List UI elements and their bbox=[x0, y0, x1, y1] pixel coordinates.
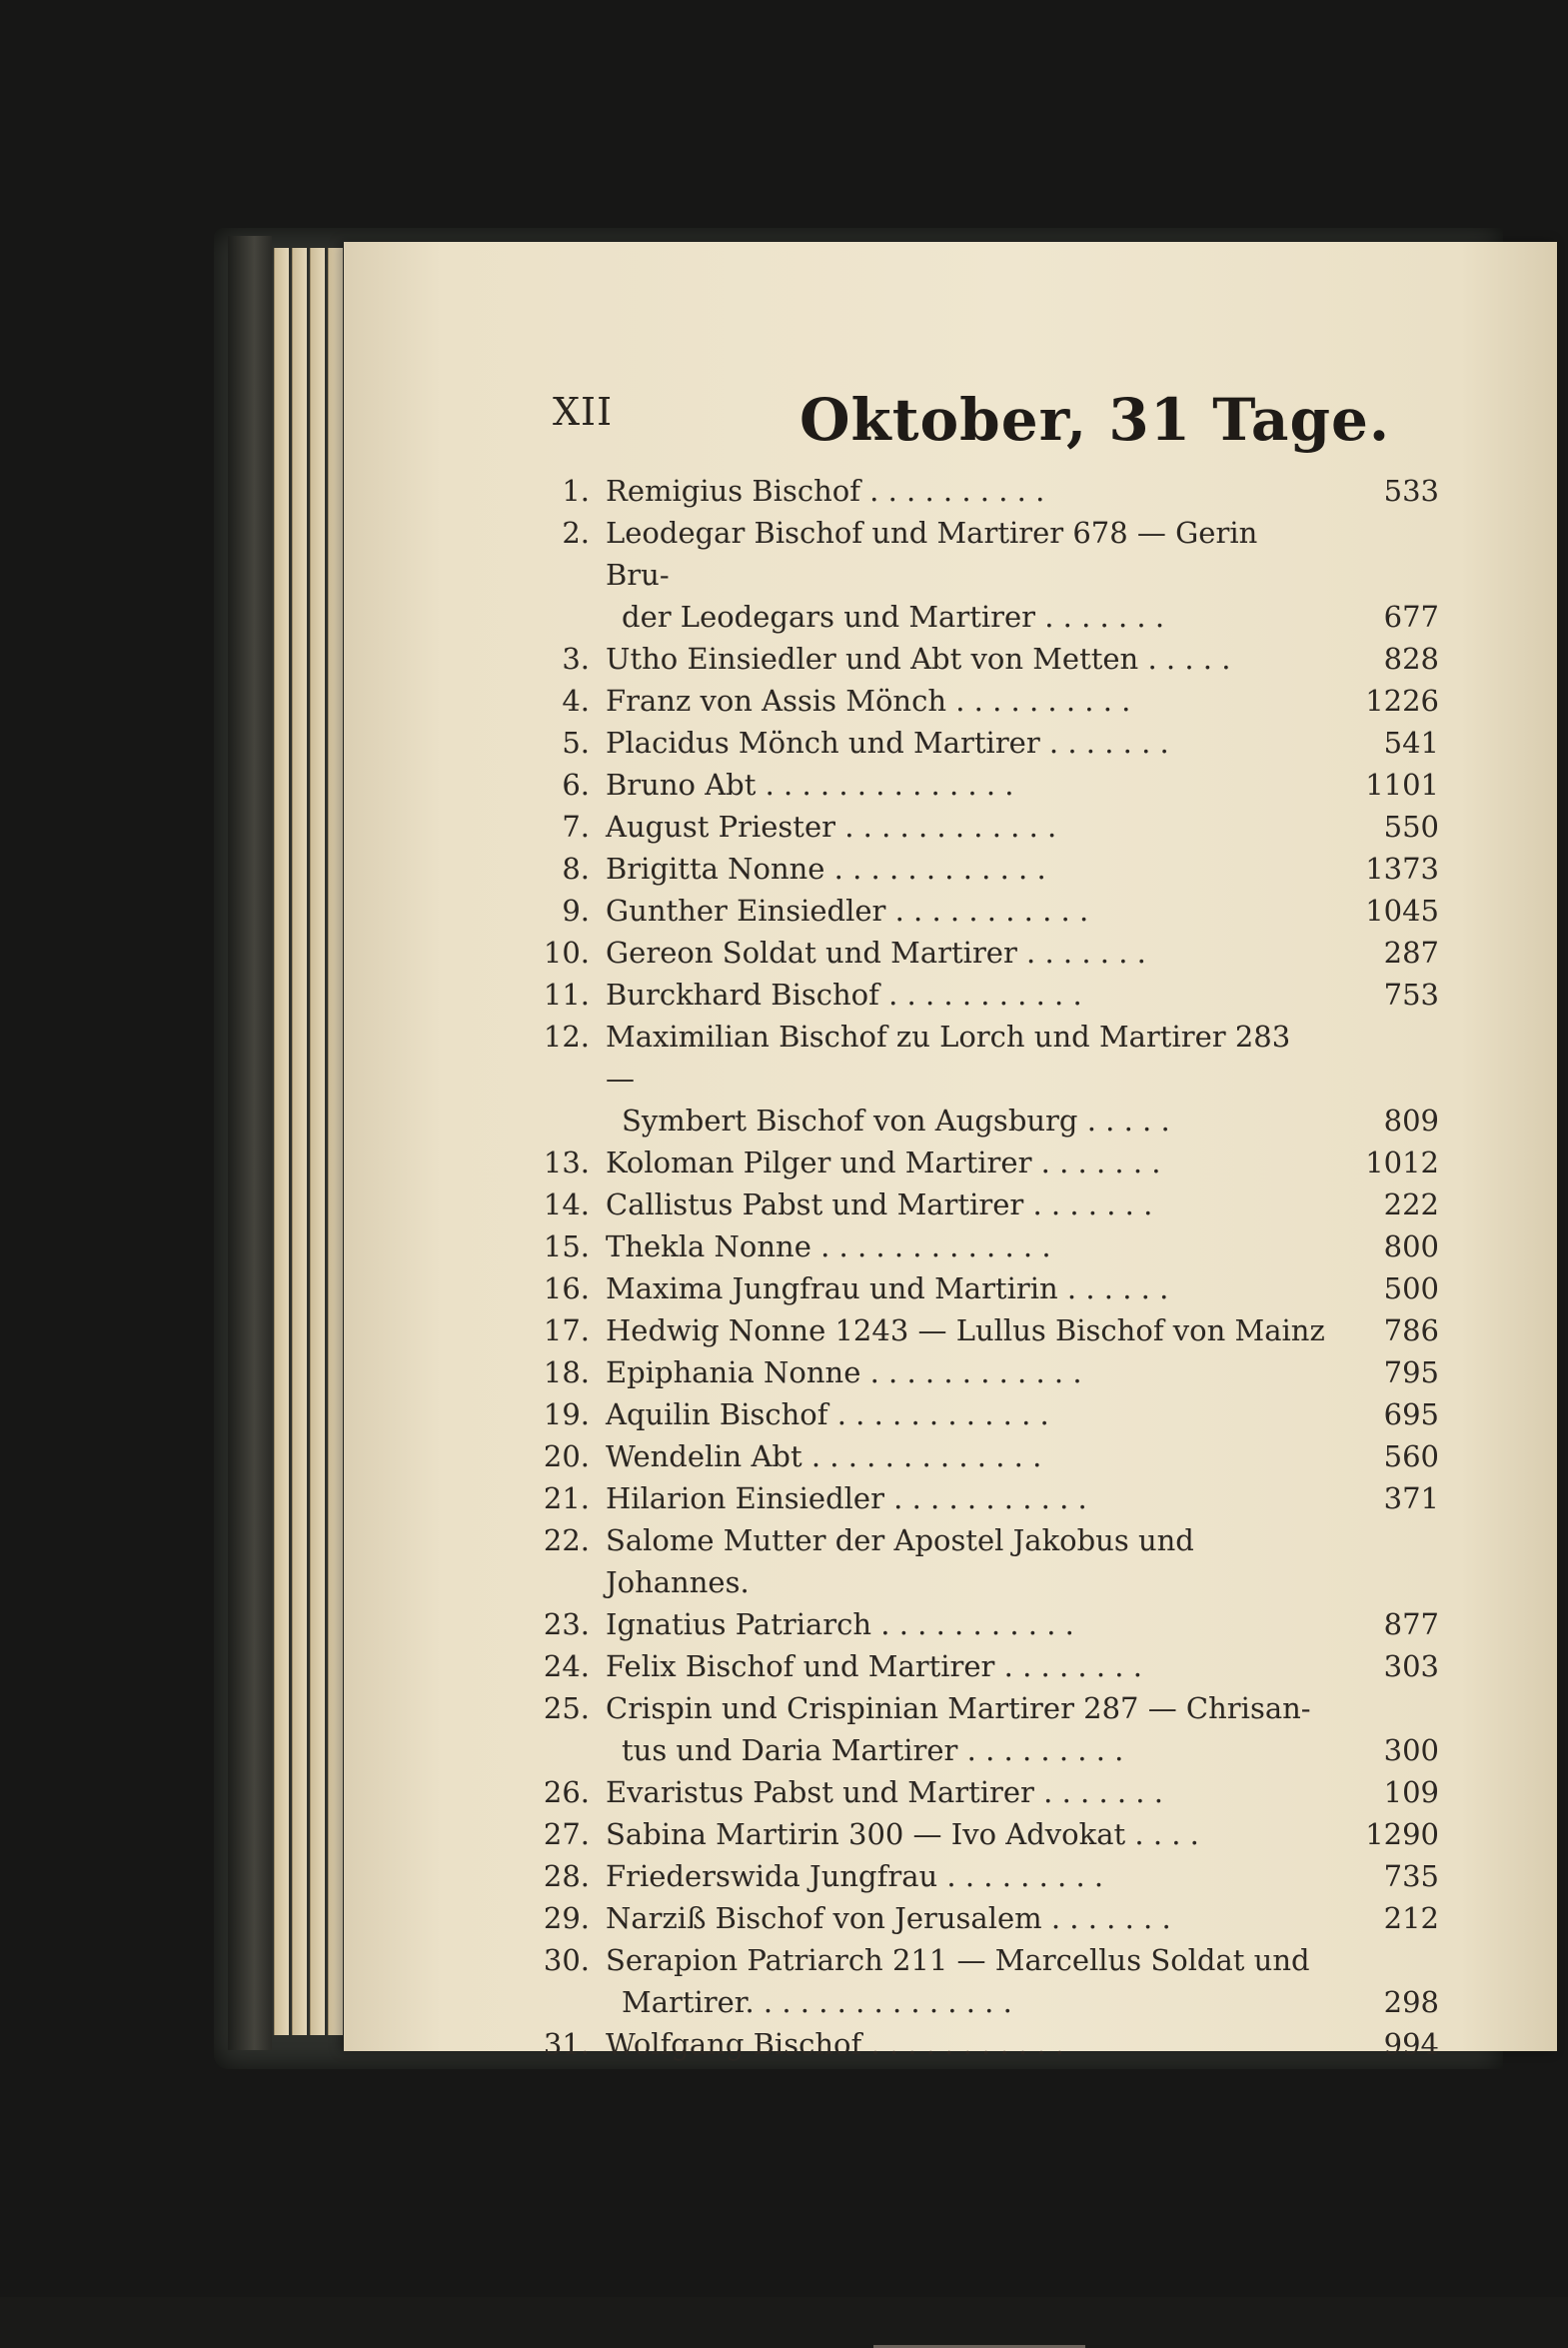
calendar-entry bbox=[530, 1897, 1439, 1939]
entry-day-number: 27. bbox=[543, 1817, 590, 1851]
entry-text: Bruno Abt . . . . . . . . . . . . . . bbox=[606, 768, 1014, 802]
calendar-entry bbox=[530, 848, 1439, 890]
calendar-entry bbox=[530, 1435, 1439, 1477]
entry-text: Gereon Soldat und Martirer . . . . . . . bbox=[606, 936, 1146, 970]
entry-day-number: 8. bbox=[562, 852, 590, 886]
entry-page-ref: 300 bbox=[1383, 1733, 1439, 1767]
entry-page-ref: 1012 bbox=[1365, 1146, 1439, 1179]
entry-day-number: 3. bbox=[562, 642, 590, 676]
entry-page-ref: 695 bbox=[1383, 1397, 1439, 1431]
calendar-entry bbox=[530, 1393, 1439, 1435]
entry-day-number: 10. bbox=[543, 936, 590, 970]
entry-text: Maxima Jungfrau und Martirin . . . . . . bbox=[606, 1271, 1169, 1305]
entry-page-ref: 1045 bbox=[1365, 894, 1439, 928]
entry-page-ref: 303 bbox=[1383, 1649, 1439, 1683]
calendar-entry bbox=[530, 1267, 1439, 1309]
entry-page-ref: 1226 bbox=[1365, 684, 1439, 718]
entry-text-continuation: Martirer. . . . . . . . . . . . . . . bbox=[622, 1985, 1012, 2019]
page-edge bbox=[310, 248, 325, 2035]
calendar-entry bbox=[530, 1519, 1439, 1603]
calendar-entry bbox=[530, 1142, 1439, 1183]
entry-day-number: 15. bbox=[543, 1229, 590, 1263]
entry-page-ref: 753 bbox=[1383, 978, 1439, 1012]
entry-page-ref: 828 bbox=[1383, 642, 1439, 676]
entry-day-number: 14. bbox=[543, 1187, 590, 1221]
entry-page-ref: 795 bbox=[1383, 1355, 1439, 1389]
entry-day-number: 29. bbox=[543, 1901, 590, 1935]
entry-text: Narziß Bischof von Jerusalem . . . . . . . bbox=[606, 1901, 1171, 1935]
calendar-entry bbox=[530, 806, 1439, 848]
calendar-entry bbox=[530, 1855, 1439, 1897]
calendar-entry bbox=[530, 1687, 1439, 1771]
entry-page-ref: 222 bbox=[1383, 1187, 1439, 1221]
entry-page-ref: 786 bbox=[1383, 1313, 1439, 1347]
entry-page-ref: 735 bbox=[1383, 1859, 1439, 1893]
entry-day-number: 19. bbox=[543, 1397, 590, 1431]
entry-text: Brigitta Nonne . . . . . . . . . . . . bbox=[606, 852, 1046, 886]
entry-day-number: 24. bbox=[543, 1649, 590, 1683]
entry-text: Thekla Nonne . . . . . . . . . . . . . bbox=[606, 1229, 1051, 1263]
calendar-entry bbox=[530, 974, 1439, 1016]
entry-day-number: 13. bbox=[543, 1146, 590, 1179]
calendar-entry bbox=[530, 1225, 1439, 1267]
entry-text: Crispin und Crispinian Martirer 287 — Chrisan- bbox=[606, 1691, 1311, 1725]
entry-page-ref: 109 bbox=[1383, 1775, 1439, 1809]
entry-page-ref: 877 bbox=[1383, 1607, 1439, 1641]
entry-text: Salome Mutter der Apostel Jakobus und Johannes. bbox=[606, 1523, 1194, 1599]
calendar-entry bbox=[530, 638, 1439, 680]
entry-day-number: 1. bbox=[562, 474, 590, 508]
entry-text: Placidus Mönch und Martirer . . . . . . . bbox=[606, 726, 1169, 760]
entry-page-ref: 560 bbox=[1383, 1439, 1439, 1473]
calendar-entry bbox=[530, 1016, 1439, 1142]
entry-text: Callistus Pabst und Martirer . . . . . . . bbox=[606, 1187, 1153, 1221]
entry-day-number: 20. bbox=[543, 1439, 590, 1473]
entry-page-ref: 533 bbox=[1383, 474, 1439, 508]
entry-text-continuation: Symbert Bischof von Augsburg . . . . . bbox=[622, 1104, 1170, 1138]
calendar-entry bbox=[530, 512, 1439, 638]
entry-text: Serapion Patriarch 211 — Marcellus Soldat und bbox=[606, 1943, 1310, 1977]
entry-text: Hedwig Nonne 1243 — Lullus Bischof von Mainz bbox=[606, 1313, 1325, 1347]
calendar-entry bbox=[530, 1477, 1439, 1519]
entry-page-ref: 677 bbox=[1383, 600, 1439, 634]
entry-day-number: 2. bbox=[562, 516, 590, 550]
book-spine bbox=[228, 236, 272, 2050]
entry-text: August Priester . . . . . . . . . . . . bbox=[606, 810, 1057, 844]
entry-text: Sabina Martirin 300 — Ivo Advokat . . . . bbox=[606, 1817, 1199, 1851]
entry-text: Wendelin Abt . . . . . . . . . . . . . bbox=[606, 1439, 1042, 1473]
calendar-entry bbox=[530, 1309, 1439, 1351]
entry-page-ref: 800 bbox=[1383, 1229, 1439, 1263]
entry-page-ref: 298 bbox=[1383, 1985, 1439, 2019]
calendar-entry bbox=[530, 722, 1439, 764]
calendar-entry bbox=[530, 1603, 1439, 1645]
entry-text: Gunther Einsiedler . . . . . . . . . . . bbox=[606, 894, 1089, 928]
entry-day-number: 26. bbox=[543, 1775, 590, 1809]
entry-text: Epiphania Nonne . . . . . . . . . . . . bbox=[606, 1355, 1082, 1389]
entry-text: Franz von Assis Mönch . . . . . . . . . . bbox=[606, 684, 1131, 718]
calendar-entry bbox=[530, 470, 1439, 512]
entry-day-number: 22. bbox=[543, 1523, 590, 1557]
entry-page-ref: 809 bbox=[1383, 1104, 1439, 1138]
entry-text: Wolfgang Bischof . . . . . . . . . . . bbox=[606, 2027, 1065, 2061]
entry-text: Felix Bischof und Martirer . . . . . . . . bbox=[606, 1649, 1142, 1683]
entry-text: Burckhard Bischof . . . . . . . . . . . bbox=[606, 978, 1082, 1012]
entry-page-ref: 1373 bbox=[1365, 852, 1439, 886]
entry-page-ref: 371 bbox=[1383, 1481, 1439, 1515]
entry-page-ref: 287 bbox=[1383, 936, 1439, 970]
entry-day-number: 31. bbox=[543, 2027, 590, 2061]
entry-day-number: 17. bbox=[543, 1313, 590, 1347]
entry-page-ref: 500 bbox=[1383, 1271, 1439, 1305]
entry-text: Friederswida Jungfrau . . . . . . . . . bbox=[606, 1859, 1104, 1893]
entry-text: Utho Einsiedler und Abt von Metten . . . . . bbox=[606, 642, 1231, 676]
entry-day-number: 7. bbox=[562, 810, 590, 844]
entry-day-number: 21. bbox=[543, 1481, 590, 1515]
calendar-entry bbox=[530, 890, 1439, 932]
page-edge bbox=[274, 248, 289, 2035]
entry-page-ref: 1101 bbox=[1365, 768, 1439, 802]
page-number: XII bbox=[553, 390, 614, 434]
entry-day-number: 4. bbox=[562, 684, 590, 718]
calendar-entry bbox=[530, 1183, 1439, 1225]
calendar-entry bbox=[530, 2023, 1439, 2065]
entry-day-number: 12. bbox=[543, 1020, 590, 1054]
entry-day-number: 16. bbox=[543, 1271, 590, 1305]
entry-day-number: 28. bbox=[543, 1859, 590, 1893]
entry-day-number: 9. bbox=[562, 894, 590, 928]
calendar-entry bbox=[530, 1645, 1439, 1687]
page-edge bbox=[328, 248, 343, 2035]
entry-page-ref: 994 bbox=[1383, 2027, 1439, 2061]
calendar-entry bbox=[530, 1813, 1439, 1855]
entry-text: Ignatius Patriarch . . . . . . . . . . . bbox=[606, 1607, 1074, 1641]
entry-text: Evaristus Pabst und Martirer . . . . . . . bbox=[606, 1775, 1163, 1809]
entry-text: Maximilian Bischof zu Lorch und Martirer 283 — bbox=[606, 1020, 1291, 1096]
entry-page-ref: 541 bbox=[1383, 726, 1439, 760]
calendar-entry bbox=[530, 1351, 1439, 1393]
entry-text: Remigius Bischof . . . . . . . . . . bbox=[606, 474, 1045, 508]
entry-text-continuation: tus und Daria Martirer . . . . . . . . . bbox=[622, 1733, 1124, 1767]
entry-text: Aquilin Bischof . . . . . . . . . . . . bbox=[606, 1397, 1049, 1431]
entry-page-ref: 212 bbox=[1383, 1901, 1439, 1935]
page-title: Oktober, 31 Tage. bbox=[799, 386, 1391, 454]
entry-day-number: 11. bbox=[543, 978, 590, 1012]
calendar-entry bbox=[530, 932, 1439, 974]
entry-day-number: 30. bbox=[543, 1943, 590, 1977]
entry-text: Hilarion Einsiedler . . . . . . . . . . . bbox=[606, 1481, 1087, 1515]
entry-day-number: 18. bbox=[543, 1355, 590, 1389]
calendar-list bbox=[530, 470, 1439, 2065]
entry-day-number: 5. bbox=[562, 726, 590, 760]
entry-day-number: 25. bbox=[543, 1691, 590, 1725]
entry-text-continuation: der Leodegars und Martirer . . . . . . . bbox=[622, 600, 1165, 634]
calendar-entry bbox=[530, 764, 1439, 806]
entry-day-number: 6. bbox=[562, 768, 590, 802]
calendar-entry bbox=[530, 1771, 1439, 1813]
entry-text: Leodegar Bischof und Martirer 678 — Gerin Bru- bbox=[606, 516, 1258, 592]
calendar-entry bbox=[530, 680, 1439, 722]
calendar-entry bbox=[530, 1939, 1439, 2023]
entry-page-ref: 550 bbox=[1383, 810, 1439, 844]
entry-day-number: 23. bbox=[543, 1607, 590, 1641]
entry-text: Koloman Pilger und Martirer . . . . . . . bbox=[606, 1146, 1161, 1179]
entry-page-ref: 1290 bbox=[1365, 1817, 1439, 1851]
page-edge bbox=[292, 248, 307, 2035]
